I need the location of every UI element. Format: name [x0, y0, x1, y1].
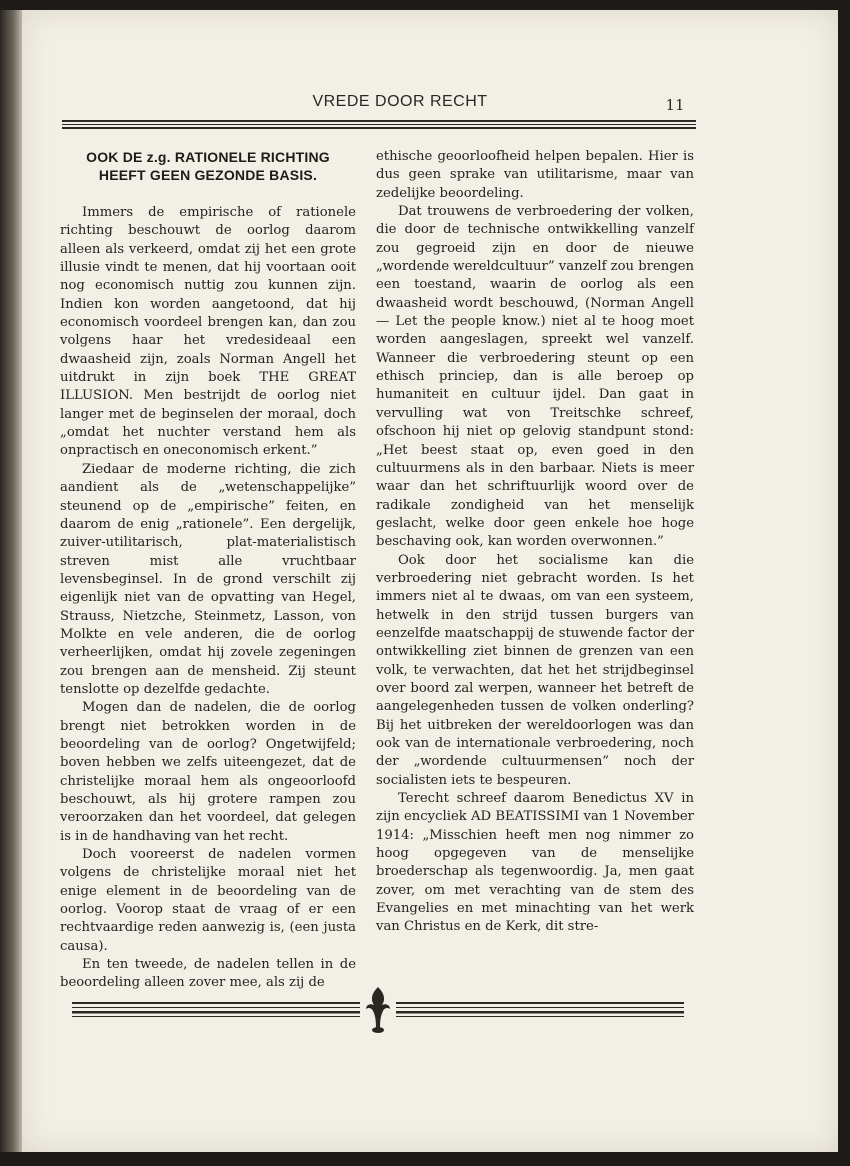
section-heading: [60, 148, 356, 184]
footer-ornament: [72, 985, 684, 1035]
heading-line-2: HEEFT GEEN GEZONDE BASIS.: [98, 167, 318, 183]
paragraph: Mogen dan de nadelen, die de oorlog brengt niet betrokken worden in de beoordeling van de oorlog? Ongetwijfeld; boven hebben we zelfs uiteengezet, dat de christelijke moraal hem als ongeoorloofd beschouwt, als hij grotere rampen zou veroorzaken dan het voordeel, dat gelegen is in de handhaving van het recht.: [60, 700, 356, 844]
paragraph: Ziedaar de moderne richting, die zich aandient als de „wetenschappelijke” steunend op de „empirische” feiten, en daarom de enig „rationele”. Een dergelijk, zuiver-utilitarisch, plat-materialistisch streven mist alle vruchtbaar levensbeginsel. In de grond verschilt zij eigenlijk niet van de opvatting van Hegel, Strauss, Nietzche, Steinmetz, Lasson, von Molkte en vele anderen, die de oorlog verheerlijken, omdat hij zovele zegeningen zou brengen aan de mensheid. Zij steunt tenslotte op dezelfde gedachte.: [60, 461, 356, 697]
page-edge: [0, 10, 22, 1152]
page-number: 11: [665, 96, 685, 114]
paragraph: Immers de empirische of rationele richting beschouwt de oorlog daarom alleen als verkeerd, omdat zij het een grote illusie vindt te menen, dat hij voortaan ooit nog economisch nuttig zou kunnen zijn. Indien kon worden aangetoond, dat hij economisch voordeel brengen kan, dan zou volgens haar het vredesideaal een dwaasheid zijn, zoals Norman Angell het uitdrukt in zijn boek THE GREAT ILLUSION. Men bestrijdt de oorlog niet langer met de beginselen der moraal, doch „omdat het nuchter verstand hem als onpractisch en oneconomisch erkent.”: [60, 205, 356, 459]
right-column: [376, 148, 694, 937]
running-title: VREDE DOOR RECHT: [312, 93, 488, 110]
fleuron-flame-icon: [366, 987, 390, 1033]
paragraph: Doch vooreerst de nadelen vormen volgens de christelijke moraal niet het enige element in de beoordeling van de oorlog. Voorop staat de vraag of er een rechtvaardige reden aanwezig is, (een justa causa).: [60, 847, 356, 954]
header-rule-top: [62, 120, 696, 122]
header-rule-middle: [62, 124, 696, 125]
paragraph: Ook door het socialisme kan die verbroedering niet gebracht worden. Is het immers niet al te dwaas, om van een systeem, hetwelk in den strijd tussen burgers van eenzelfde maatschappij de stuwende factor der ontwikkelling ziet binnen de grenzen van een volk, te verwachten, dat het het strijdbeginsel over boord zal werpen, wanneer het betreft de aangelegenheden tussen de volken onderling? Bij het uitbreken der wereldoorlogen was dan ook van de internationale verbroedering, noch der „wordende cultuurmensen” noch der socialisten iets te bespeuren.: [376, 552, 694, 788]
header-rule-bottom: [62, 127, 696, 129]
left-column: [60, 148, 356, 993]
heading-line-1: OOK DE z.g. RATIONELE RICHTING: [86, 149, 330, 165]
paragraph: Dat trouwens de verbroedering der volken, die door de technische ontwikkelling vanzelf zou gegroeid zijn en door de nieuwe „wordende wereldcultuur” vanzelf zou brengen een toestand, waarin de oorlog als een dwaasheid wordt beschouwd, (Norman Angell — Let the people know.) niet al te hoog moet worden aangeslagen, spreekt wel vanzelf. Wanneer die verbroedering steunt op een ethisch princiep, dan is alle beroep op humaniteit en cultuur ijdel. Dan gaat in vervulling wat von Treitschke schreef, ofschoon hij niet op gelovig standpunt stond: „Het beest staat op, even goed in den cultuurmens als in den barbaar. Niets is meer waar dan het schriftuurlijk woord over de radikale zondigheid van het menselijk geslacht, welke door geen enkele hoe hoge beschaving ook, kan worden overwonnen.”: [376, 204, 694, 550]
paragraph: En ten tweede, de nadelen tellen in de beoordeling alleen zover mee, als zij de: [60, 957, 356, 991]
footer-rule-left: [72, 1002, 360, 1017]
paragraph-continued: ethische geoorloofheid helpen bepalen. Hier is dus geen sprake van utilitarisme, maar van zedelijke beoordeling.: [376, 149, 694, 201]
paragraph: Terecht schreef daarom Benedictus XV in zijn encycliek AD BEATISSIMI van 1 November 1914: „Misschien heeft men nog nimmer zo hoog opgegeven van de menselijke broederschap als tegenwoordig. Ja, men gaat zover, om met verachting van de stem des Evangelies en met minachting van het werk van Christus en de Kerk, dit stre-: [376, 791, 694, 935]
footer-rule-right: [396, 1002, 684, 1017]
